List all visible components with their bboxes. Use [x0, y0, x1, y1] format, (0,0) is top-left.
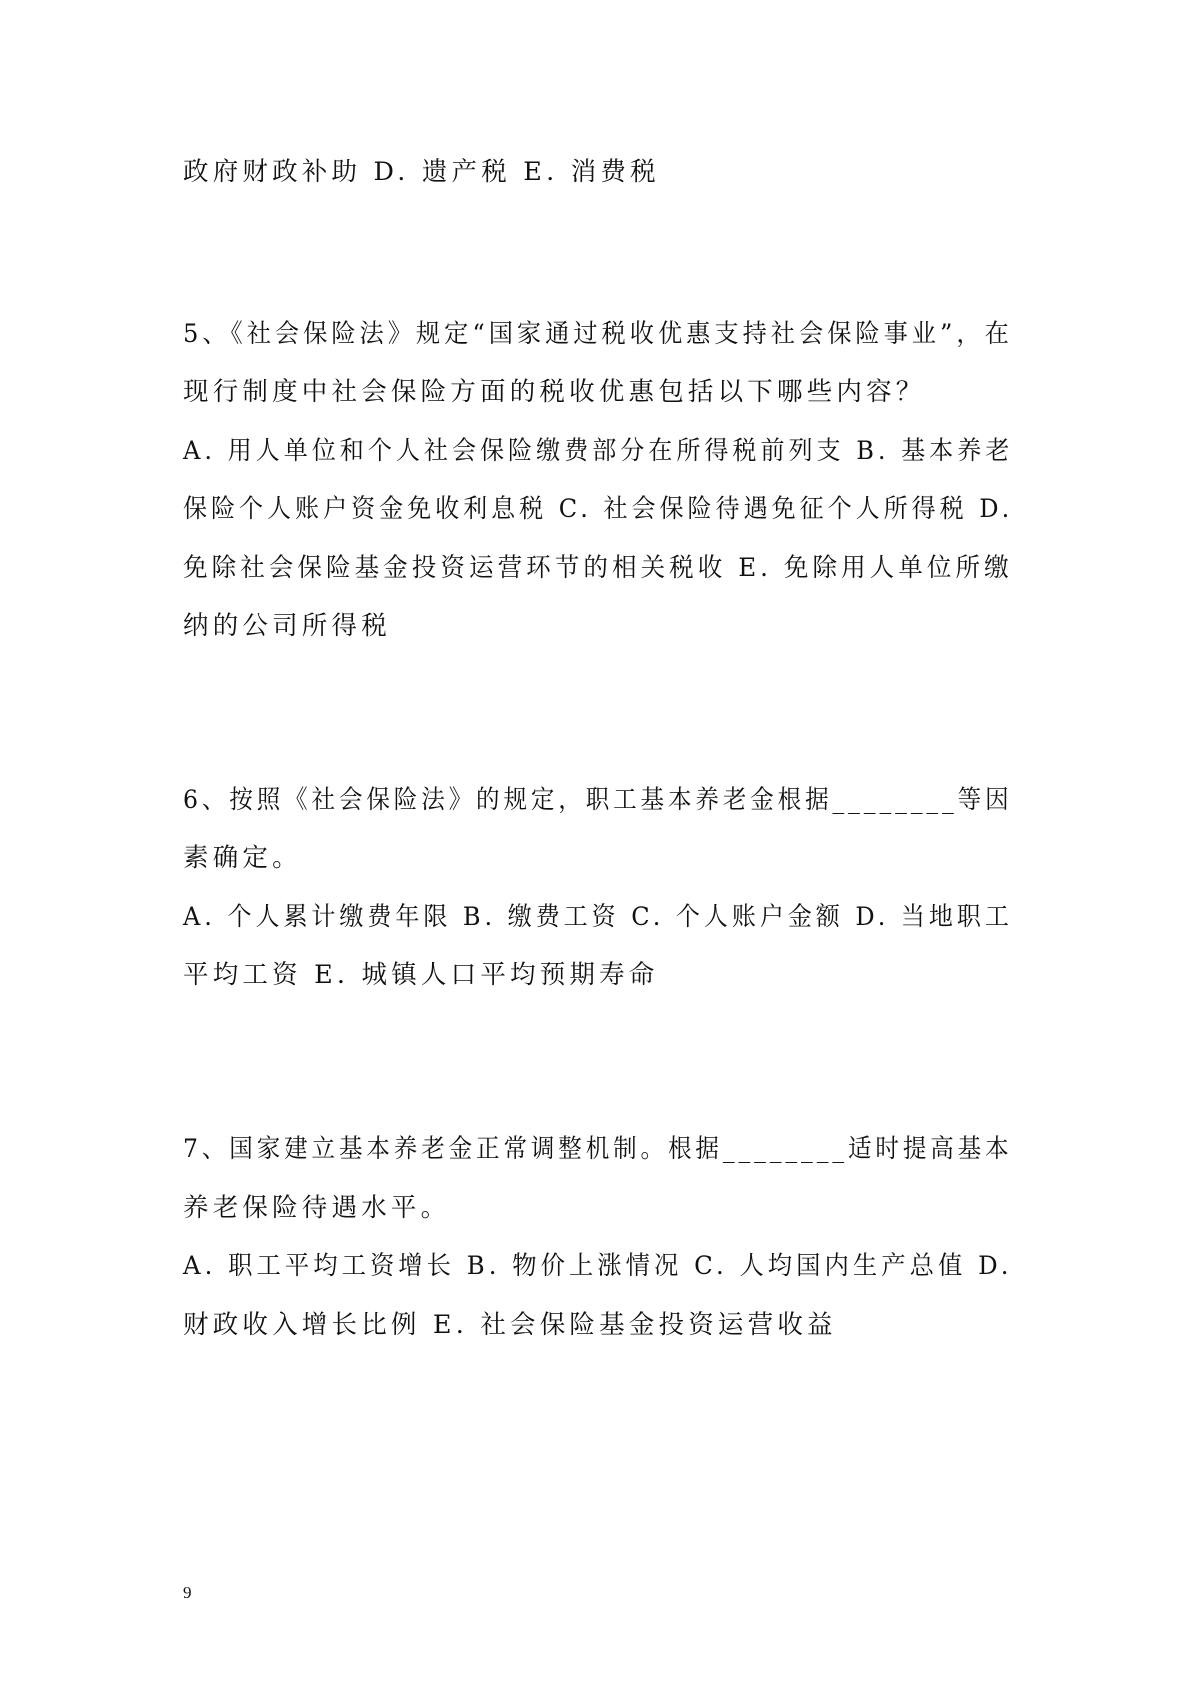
option-line: 纳的公司所得税: [183, 611, 391, 641]
question-line: 5、《社会保险法》规定“国家通过税收优惠支持社会保险事业”，在: [183, 319, 1013, 349]
fragment-line: 政府财政补助 D. 遗产税 E. 消费税: [183, 157, 660, 187]
option-line: 平均工资 E. 城镇人口平均预期寿命: [183, 960, 659, 990]
option-line: 保险个人账户资金免收利息税 C. 社会保险待遇免征个人所得税 D.: [183, 494, 1014, 524]
option-line: 免除社会保险基金投资运营环节的相关税收 E. 免除用人单位所缴: [183, 553, 1013, 583]
option-line: 财政收入增长比例 E. 社会保险基金投资运营收益: [183, 1310, 837, 1340]
question-line: 6、按照《社会保险法》的规定，职工基本养老金根据________等因: [183, 785, 1013, 815]
page-number: 9: [183, 1583, 192, 1602]
option-line: A. 职工平均工资增长 B. 物价上涨情况 C. 人均国内生产总值 D.: [183, 1251, 1013, 1281]
option-line: A. 用人单位和个人社会保险缴费部分在所得税前列支 B. 基本养老: [183, 436, 1014, 466]
question-line: 7、国家建立基本养老金正常调整机制。根据________适时提高基本: [183, 1134, 1013, 1164]
question-line: 现行制度中社会保险方面的税收优惠包括以下哪些内容？: [183, 377, 926, 407]
question-line: 素确定。: [183, 843, 302, 873]
question-line: 养老保险待遇水平。: [183, 1193, 451, 1223]
option-line: A. 个人累计缴费年限 B. 缴费工资 C. 个人账户金额 D. 当地职工: [183, 902, 1013, 932]
